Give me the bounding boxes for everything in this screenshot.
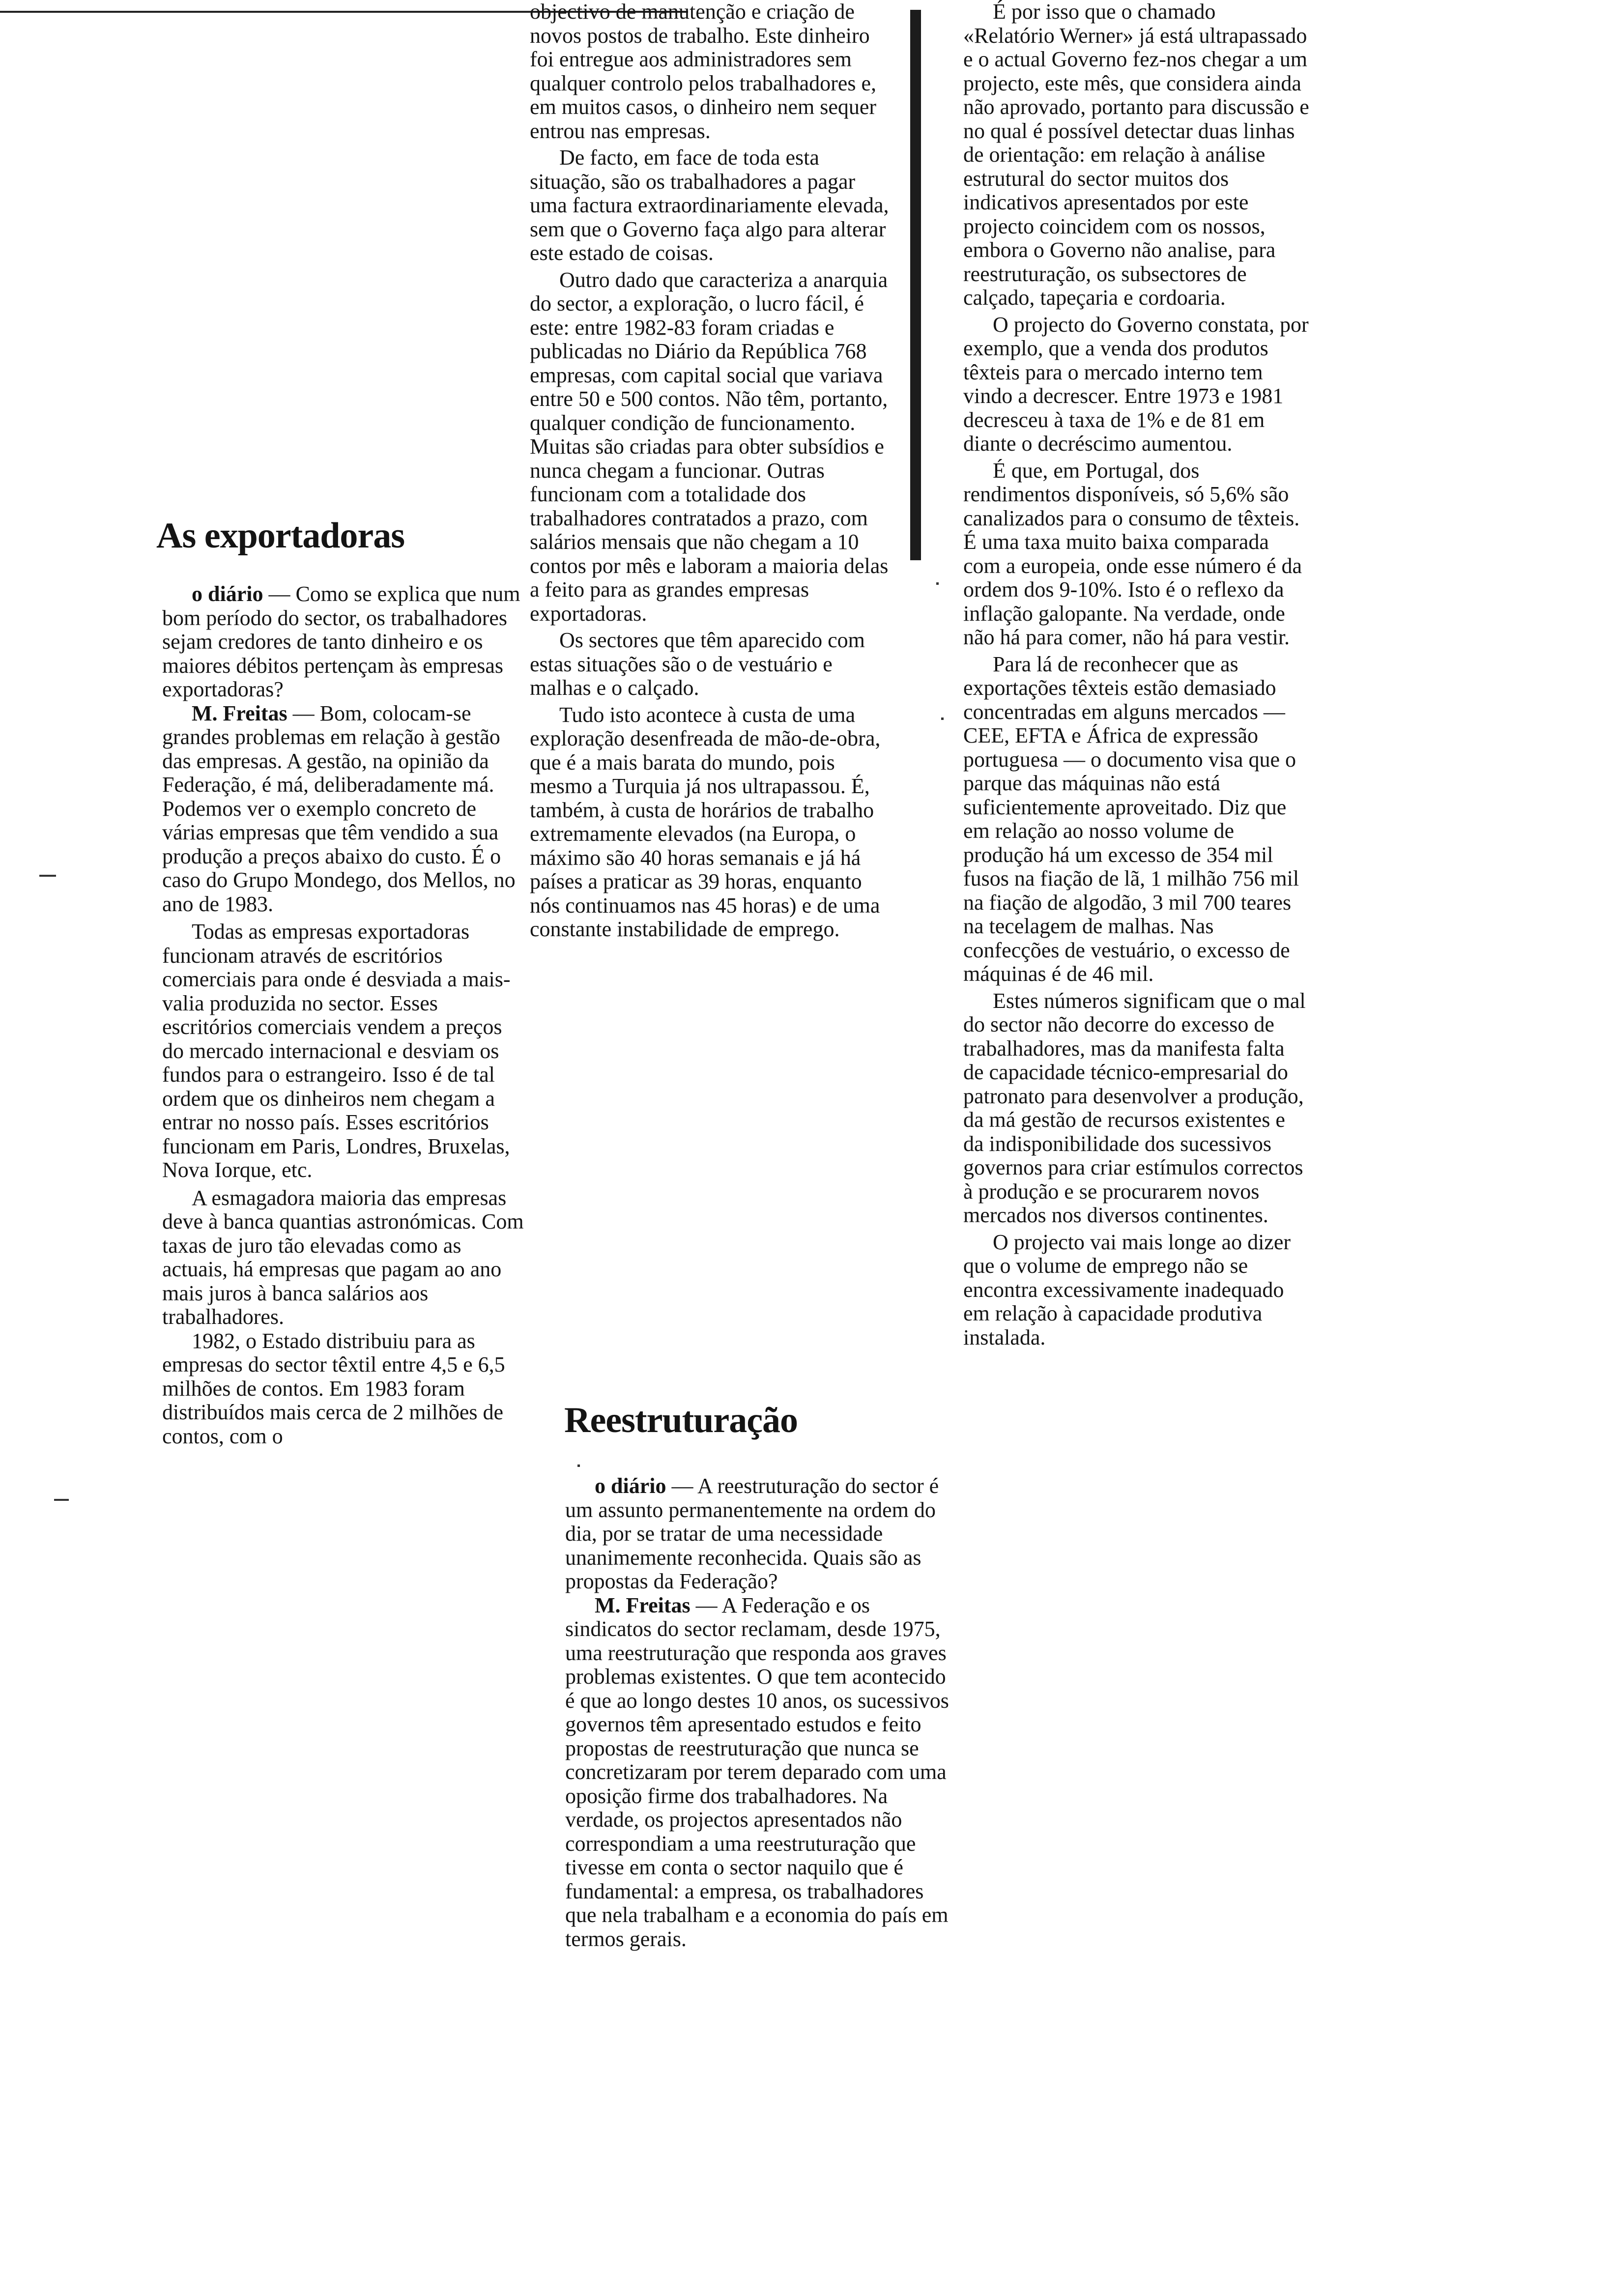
column-2-top xyxy=(530,0,893,942)
margin-mark xyxy=(936,582,939,585)
paragraph xyxy=(565,1594,953,1952)
paragraph: Os sectores que têm aparecido com estas situações são o de vestuário e malhas e o calçado. xyxy=(530,628,865,700)
margin-mark xyxy=(39,875,56,877)
interviewer-label: o diário xyxy=(595,1474,666,1498)
paragraph: De facto, em face de toda esta situação, são os trabalhadores a pagar uma factura extraordinariamente elevada, sem que o Governo faça algo para alterar este estado de coisas. xyxy=(530,145,889,265)
margin-mark xyxy=(577,1464,580,1467)
interviewer-label: o diário xyxy=(192,582,263,606)
paragraph: objectivo de manutenção e criação de novos postos de trabalho. Este dinheiro foi entregue aos administradores sem qualquer controlo pelos trabalhadores e, em muitos casos, o dinheiro nem sequer entrou nas empresas. xyxy=(530,0,877,143)
column-1 xyxy=(162,582,528,1448)
interviewee-label: M. Freitas xyxy=(595,1593,691,1617)
answer-text: — A Federação e os sindicatos do sector reclamam, desde 1975, uma reestruturação que responda aos graves problemas existentes. O que tem acontecido é que ao longo destes 10 anos, os sucessivos governos têm apresentado estudos e feito propostas de reestruturação que nunca se concretizaram por terem deparado com uma oposição firme dos trabalhadores. Na verdade, os projectos apresentados não correspondiam a uma reestruturação que tivesse em conta o sector naquilo que é fundamental: a empresa, os trabalhadores que nela trabalham e a economia do país em termos gerais. xyxy=(565,1593,949,1951)
answer-text: — Bom, colocam-se grandes problemas em relação à gestão das empresas. A gestão, na opinião da Federação, é má, deliberadamente má. Podemos ver o exemplo concreto de várias empresas que têm vendido a sua produção a preços abaixo do custo. É o caso do Grupo Mondego, dos Mellos, no ano de 1983. xyxy=(162,701,516,916)
column-rule xyxy=(910,10,921,560)
heading-reestruturacao: Reestruturação xyxy=(564,1400,798,1440)
paragraph: Estes números significam que o mal do sector não decorre do excesso de trabalhadores, mas da manifesta falta de capacidade técnico-empresarial do patronato para desenvolver a produção, da má gestão de recursos existentes e da indisponibilidade dos sucessivos governos para criar estímulos correctos à produção e se procurarem novos mercados nos diversos continentes. xyxy=(963,988,1306,1227)
paragraph: Outro dado que caracteriza a anarquia do sector, a exploração, o lucro fácil, é este: entre 1982-83 foram criadas e publicadas no Diário da República 768 empresas, com capital social que variava entre 50 e 500 contos. Não têm, portanto, qualquer condição de funcionamento. Muitas são criadas para obter subsídios e nunca chegam a funcionar. Outras funcionam com a totalidade dos trabalhadores contratados a prazo, com salários mensais que não chegam a 10 contos por mês e laboram a maioria delas a feito para as grandes empresas exportadoras. xyxy=(530,267,889,626)
paragraph: 1982, o Estado distribuiu para as empresas do sector têxtil entre 4,5 e 6,5 milhões de contos. Em 1983 foram distribuídos mais cerca de 2 milhões de contos, com o xyxy=(162,1328,505,1448)
margin-mark xyxy=(941,718,944,720)
paragraph: É que, em Portugal, dos rendimentos disponíveis, só 5,6% são canalizados para o consumo de têxteis. É uma taxa muito baixa comparada com a europeia, onde esse número é da ordem dos 9-10%. Isto é o reflexo da inflação galopante. Na verdade, onde não há para comer, não há para vestir. xyxy=(963,458,1302,649)
question-text: — Como se explica que num bom período do sector, os trabalhadores sejam credores de tanto dinheiro e os maiores débitos pertençam às empresas exportadoras? xyxy=(162,582,520,701)
paragraph: Para lá de reconhecer que as exportações têxteis estão demasiado concentradas em alguns mercados — CEE, EFTA e África de expressão portuguesa — o documento visa que o parque das máquinas não está suficientemente aproveitado. Diz que em relação ao nosso volume de produção há um excesso de 354 mil fusos na fiação de lã, 1 milhão 756 mil na fiação de algodão, 3 mil 700 teares na tecelagem de malhas. Nas confecções de vestuário, o excesso de máquinas é de 46 mil. xyxy=(963,652,1299,986)
paragraph: Todas as empresas exportadoras funcionam através de escritórios comerciais para onde é desviada a mais-valia produzida no sector. Esses escritórios comerciais vendem a preços do mercado internacional e desviam os fundos para o estrangeiro. Isso é de tal ordem que os dinheiros nem chegam a entrar no nosso país. Esses escritórios funcionam em Paris, Londres, Bruxelas, Nova Iorque, etc. xyxy=(162,919,511,1182)
paragraph: O projecto do Governo constata, por exemplo, que a venda dos produtos têxteis para o mercado interno tem vindo a decrescer. Entre 1973 e 1981 decresceu à taxa de 1% e de 81 em diante o decréscimo aumentou. xyxy=(963,312,1309,456)
question-text: — A reestruturação do sector é um assunto permanentemente na ordem do dia, por se tratar de uma necessidade unanimemente reconhecida. Quais são as propostas da Federação? xyxy=(565,1474,939,1593)
paragraph: A esmagadora maioria das empresas deve à banca quantias astronómicas. Com taxas de juro tão elevadas como as actuais, há empresas que pagam ao ano mais juros à banca salários aos trabalhadores. xyxy=(162,1185,524,1329)
interviewee-label: M. Freitas xyxy=(192,701,288,725)
column-3 xyxy=(963,0,1310,1349)
heading-exportadoras: As exportadoras xyxy=(156,516,405,556)
paragraph: Tudo isto acontece à custa de uma exploração desenfreada de mão-de-obra, que é a mais barata do mundo, pois mesmo a Turquia já nos ultrapassou. É, também, à custa de horários de trabalho extremamente elevados (na Europa, o máximo são 40 horas semanais e já há países a praticar as 39 horas, enquanto nós continuamos nas 45 horas) e de uma constante instabilidade de emprego. xyxy=(530,702,881,941)
paragraph: É por isso que o chamado «Relatório Werner» já está ultrapassado e o actual Governo fez-nos chegar a um projecto, este mês, que considera ainda não aprovado, portanto para discussão e no qual é possível detectar duas linhas de orientação: em relação à análise estrutural do sector muitos dos indicativos apresentados por este projecto coincidem com os nossos, embora o Governo não analise, para reestruturação, os subsectores de calçado, tapeçaria e cordoaria. xyxy=(963,0,1309,310)
paragraph xyxy=(162,582,528,702)
paragraph xyxy=(565,1474,953,1594)
paragraph: O projecto vai mais longe ao dizer que o volume de emprego não se encontra excessivamente inadequado em relação à capacidade produtiva instalada. xyxy=(963,1230,1291,1349)
margin-mark xyxy=(54,1499,69,1501)
column-2-bottom xyxy=(565,1474,953,1951)
paragraph xyxy=(162,702,528,917)
